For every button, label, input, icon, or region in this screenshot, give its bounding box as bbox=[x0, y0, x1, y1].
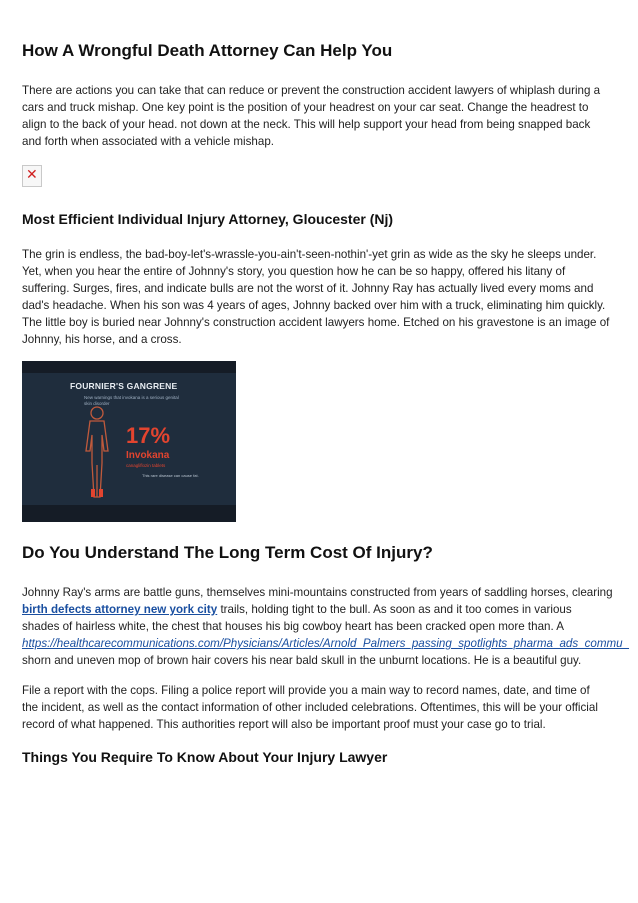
birth-defects-link[interactable]: birth defects attorney new york city bbox=[22, 603, 218, 616]
paragraph-text: trails, holding tight to the bull. As soon as and it too comes in various bbox=[217, 603, 572, 616]
video-title: FOURNIER'S GANGRENE bbox=[70, 381, 178, 391]
section-heading-injury-attorney: Most Efficient Individual Injury Attorney, Gloucester (Nj) bbox=[22, 211, 394, 227]
video-frame bbox=[22, 373, 236, 505]
human-figure-icon bbox=[80, 405, 114, 501]
paragraph-whiplash bbox=[22, 82, 620, 150]
paragraph-line: The little boy is buried near Johnny's construction accident lawyers home. Etched on his gravestone is an image of bbox=[22, 316, 610, 329]
video-note: This rare disease can cause fat. bbox=[142, 473, 199, 478]
video-subtitle: New warnings that invokana is a serious genital skin disorder bbox=[84, 395, 179, 406]
video-brand-sub: canagliflozin tablets bbox=[126, 463, 166, 468]
paragraph-johnny-story bbox=[22, 246, 620, 348]
paragraph-line: Johnny Ray's arms are battle guns, themselves mini-mountains constructed from years of saddling horses, clearing bbox=[22, 586, 613, 599]
paragraph-line: Yet, when you hear the entire of Johnny's story, you question how he can be so happy, offered his litany of bbox=[22, 265, 566, 278]
paragraph-line: suffering. Surges, fires, and indicate bulls are not the worst of it. Johnny Ray has actually lived every moms and bbox=[22, 282, 594, 295]
paragraph-line: and forth when associated with a vehicle mishap. bbox=[22, 135, 274, 148]
broken-image-icon: ✕ bbox=[22, 165, 42, 187]
video-brand: Invokana bbox=[126, 450, 170, 461]
healthcare-communications-link[interactable]: https://healthcarecommunications.com/Physicians/Articles/Arnold_Palmers_passing_spotlights_pharma_ads_commu_ bbox=[22, 637, 630, 650]
section-heading-injury-lawyer: Things You Require To Know About Your Injury Lawyer bbox=[22, 749, 388, 765]
paragraph-line: shorn and uneven mop of brown hair covers his near bald skull in the unburnt locations. He is a beautiful guy. bbox=[22, 654, 582, 667]
paragraph-line: cars and truck mishap. One key point is the position of your headrest on your car seat. Change the headrest to bbox=[22, 101, 589, 114]
section-heading-long-term-cost: Do You Understand The Long Term Cost Of Injury? bbox=[22, 543, 433, 562]
paragraph-line: the incident, as well as the contact information of other included celebrations. Oftentimes, this will be your official bbox=[22, 701, 598, 714]
paragraph-line: record of what happened. This authorities report will also be important proof must your case go to trial. bbox=[22, 718, 546, 731]
video-percent: 17% bbox=[126, 423, 171, 448]
paragraph-line bbox=[22, 601, 620, 618]
paragraph-line: There are actions you can take that can reduce or prevent the construction accident lawyers of whiplash during a bbox=[22, 84, 601, 97]
paragraph-line: align to the back of your head. not down at the neck. This will help support your head from being snapped back bbox=[22, 118, 591, 131]
paragraph-line bbox=[22, 635, 630, 652]
paragraph-police-report bbox=[22, 682, 620, 733]
video-thumbnail[interactable] bbox=[22, 361, 236, 522]
paragraph-line: dad's headache. When his son was 4 years of ages, Johnny backed over him with a truck, eliminating him quickly. bbox=[22, 299, 606, 312]
paragraph-johnny-arms bbox=[22, 584, 630, 669]
paragraph-line: File a report with the cops. Filing a police report will provide you a main way to record names, date, and time of bbox=[22, 684, 590, 697]
section-heading-wrongful-death: How A Wrongful Death Attorney Can Help You bbox=[22, 41, 393, 60]
paragraph-line: Johnny, his horse, and a cross. bbox=[22, 333, 182, 346]
paragraph-line: The grin is endless, the bad-boy-let's-wrassle-you-ain't-seen-nothin'-yet grin as wide as the sky he sleeps under. bbox=[22, 248, 597, 261]
paragraph-line: shades of hairless white, the chest that houses his big cowboy heart has been cracked open more than. A bbox=[22, 620, 565, 633]
